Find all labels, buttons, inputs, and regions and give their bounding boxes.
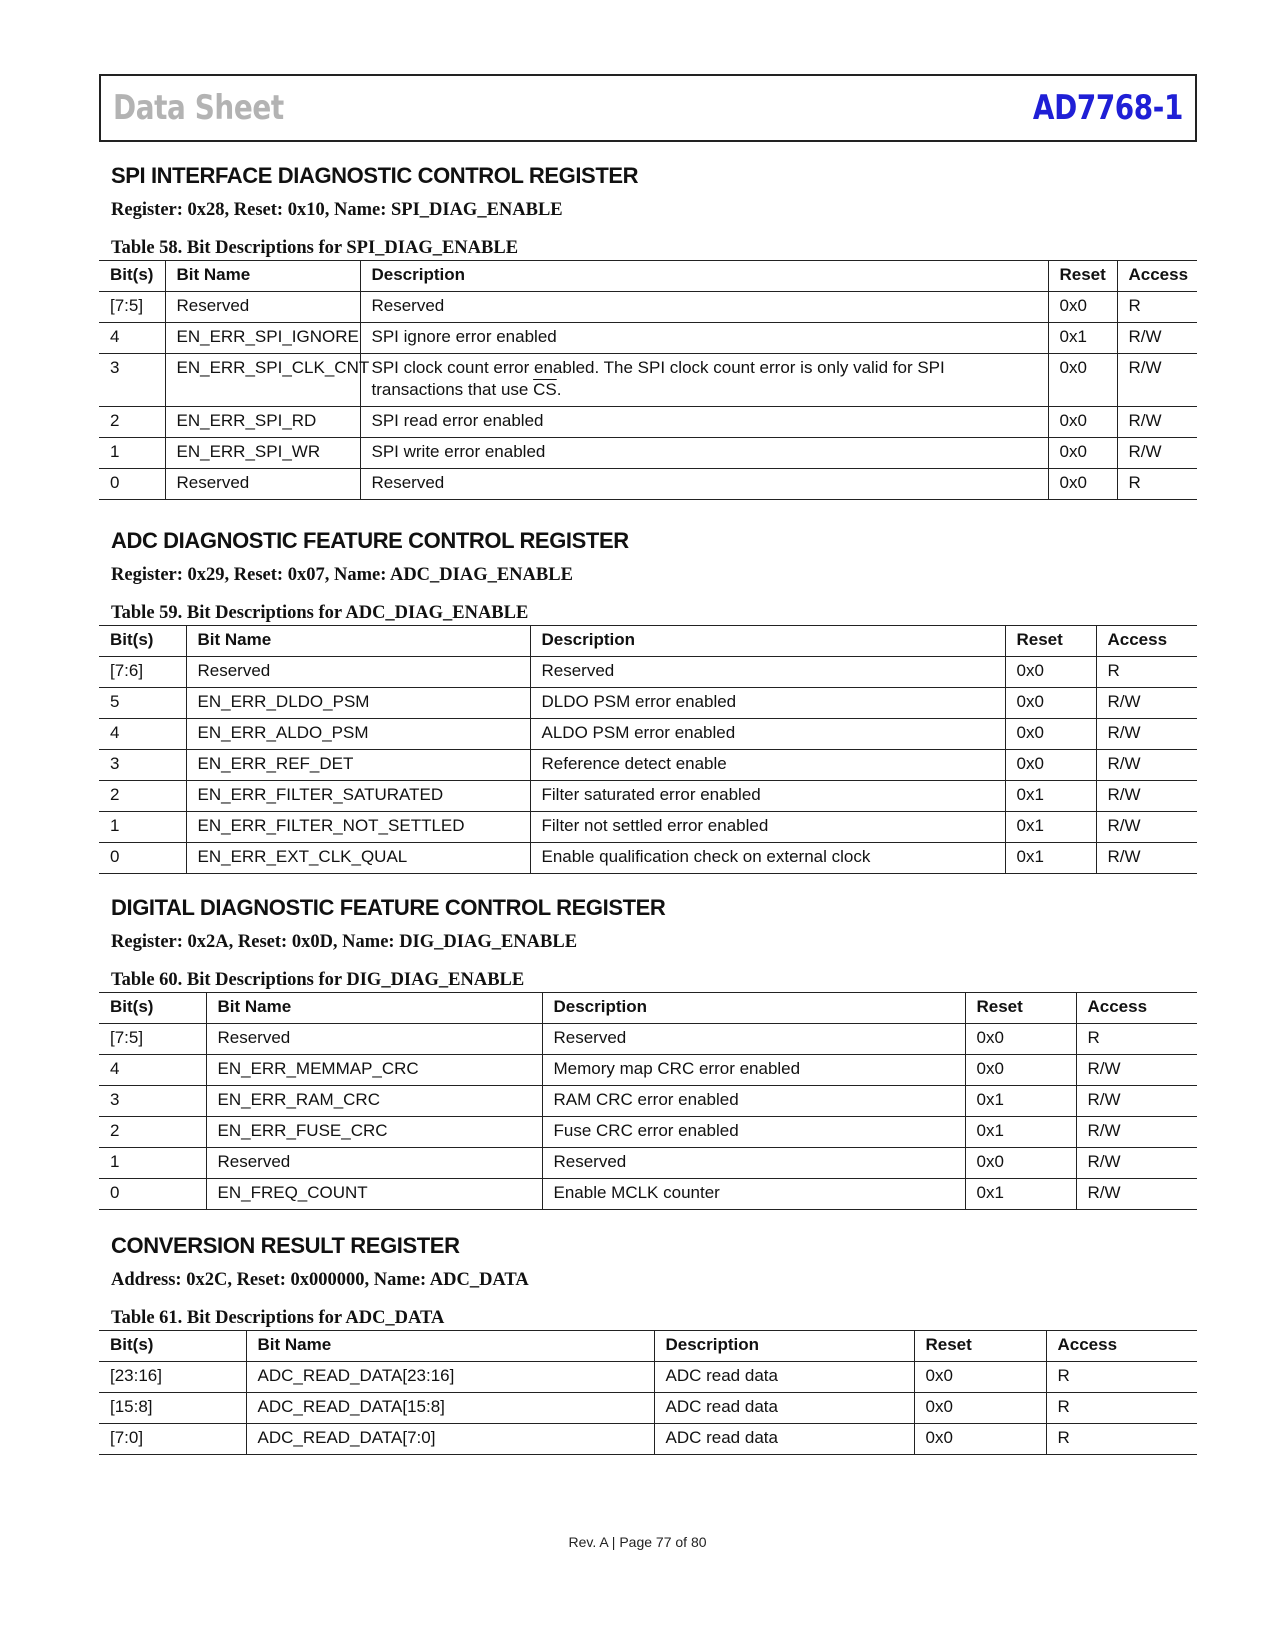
table-row [99,323,1197,354]
page-footer: Rev. A | Page 77 of 80 [568,1534,707,1550]
cell-reset: 0x0 [1005,719,1096,750]
col-header-description: Description [654,1331,914,1362]
cell-access: R/W [1096,719,1197,750]
description-line-end: . [556,380,562,399]
cell-bits: 0 [99,469,165,500]
bit-table [99,992,1197,1210]
cell-access: R/W [1117,323,1197,354]
cell-bit-name: EN_ERR_ALDO_PSM [186,719,530,750]
cell-bits: 1 [99,438,165,469]
cell-bits: 1 [99,812,186,843]
cell-access: R/W [1076,1179,1197,1210]
cell-description: ALDO PSM error enabled [530,719,1005,750]
cell-description: Memory map CRC error enabled [542,1055,965,1086]
cell-bit-name: EN_ERR_SPI_IGNORE [165,323,360,354]
cell-description: RAM CRC error enabled [542,1086,965,1117]
table-row [99,781,1197,812]
register-line: Address: 0x2C, Reset: 0x000000, Name: ADC_DATA [111,1270,529,1290]
section-title: SPI INTERFACE DIAGNOSTIC CONTROL REGISTER [111,163,639,188]
table-row [99,1024,1197,1055]
col-header-description: Description [542,993,965,1024]
cell-bit-name: ADC_READ_DATA[23:16] [246,1362,654,1393]
cell-reset: 0x0 [914,1424,1046,1455]
col-header-bit-name: Bit Name [165,261,360,292]
cell-access: R [1046,1393,1197,1424]
register-line: Register: 0x28, Reset: 0x10, Name: SPI_DIAG_ENABLE [111,200,563,220]
doc-type-label: Data Sheet [113,88,284,128]
col-header-reset: Reset [1005,626,1096,657]
cell-access: R/W [1076,1055,1197,1086]
col-header-reset: Reset [1048,261,1117,292]
description-line-1: SPI clock count error enabled. The SPI clock count error is only valid for SPI [371,358,945,377]
cell-access: R/W [1096,812,1197,843]
col-header-access: Access [1046,1331,1197,1362]
table-row [99,1086,1197,1117]
cell-bit-name: EN_ERR_MEMMAP_CRC [206,1055,542,1086]
table-row [99,1055,1197,1086]
cell-bits: [7:5] [99,1024,206,1055]
cell-bits: 3 [99,1086,206,1117]
table-header-row [99,1331,1197,1362]
col-header-description: Description [360,261,1048,292]
cell-bits: [23:16] [99,1362,246,1393]
col-header-bit-name: Bit Name [246,1331,654,1362]
cell-reset: 0x0 [1005,657,1096,688]
table-row [99,354,1197,407]
cell-bit-name: EN_ERR_FILTER_NOT_SETTLED [186,812,530,843]
cell-bit-name: EN_ERR_RAM_CRC [206,1086,542,1117]
cell-bits: 2 [99,407,165,438]
table-row [99,1362,1197,1393]
table-row [99,469,1197,500]
cell-bit-name: EN_ERR_SPI_RD [165,407,360,438]
table-row [99,292,1197,323]
col-header-bits: Bit(s) [99,993,206,1024]
cell-access: R/W [1076,1117,1197,1148]
cell-access: R/W [1117,438,1197,469]
cell-bit-name: Reserved [206,1024,542,1055]
cell-access: R [1046,1362,1197,1393]
cell-reset: 0x0 [965,1148,1076,1179]
cell-bits: [7:0] [99,1424,246,1455]
cell-bit-name: EN_ERR_FILTER_SATURATED [186,781,530,812]
description-line-2: transactions that use [371,380,534,399]
cell-bits: 5 [99,688,186,719]
cell-reset: 0x1 [965,1179,1076,1210]
cell-reset: 0x0 [965,1055,1076,1086]
cell-access: R [1076,1024,1197,1055]
bit-table [99,625,1197,874]
cell-bits: 4 [99,1055,206,1086]
cell-bit-name: ADC_READ_DATA[7:0] [246,1424,654,1455]
cell-description: Reference detect enable [530,750,1005,781]
cell-reset: 0x1 [965,1086,1076,1117]
table-header-row [99,261,1197,292]
table-row [99,657,1197,688]
section-title: CONVERSION RESULT REGISTER [111,1233,460,1258]
cell-reset: 0x0 [914,1362,1046,1393]
cell-bit-name: Reserved [165,292,360,323]
cell-access: R [1117,292,1197,323]
cell-bit-name: Reserved [186,657,530,688]
bit-table [99,260,1197,500]
col-header-bits: Bit(s) [99,261,165,292]
col-header-description: Description [530,626,1005,657]
col-header-bit-name: Bit Name [206,993,542,1024]
cell-bit-name: ADC_READ_DATA[15:8] [246,1393,654,1424]
cell-bits: 2 [99,781,186,812]
table-caption: Table 61. Bit Descriptions for ADC_DATA [111,1308,445,1328]
cell-reset: 0x0 [1048,469,1117,500]
section-adc-diag [99,527,1197,874]
cell-access: R/W [1096,843,1197,874]
cell-bit-name: EN_ERR_FUSE_CRC [206,1117,542,1148]
cell-access: R [1117,469,1197,500]
cs-signal-overbar: $\overline{CS}$ [533,380,557,399]
cell-reset: 0x1 [1005,781,1096,812]
table-row [99,1148,1197,1179]
cell-reset: 0x0 [1048,438,1117,469]
table-row [99,1393,1197,1424]
table-header-row [99,993,1197,1024]
table-row [99,750,1197,781]
col-header-bits: Bit(s) [99,626,186,657]
cell-bit-name: EN_ERR_EXT_CLK_QUAL [186,843,530,874]
cell-reset: 0x1 [1048,323,1117,354]
cell-bit-name: EN_FREQ_COUNT [206,1179,542,1210]
cell-bits: 4 [99,323,165,354]
cell-bits: 1 [99,1148,206,1179]
section-spi-diag [99,162,1197,500]
col-header-reset: Reset [965,993,1076,1024]
cell-bits: [15:8] [99,1393,246,1424]
cell-bit-name: EN_ERR_SPI_WR [165,438,360,469]
cell-description [360,354,1048,407]
cell-description: SPI write error enabled [360,438,1048,469]
cell-description: Fuse CRC error enabled [542,1117,965,1148]
cell-description: ADC read data [654,1362,914,1393]
cell-description: Enable qualification check on external clock [530,843,1005,874]
cell-reset: 0x0 [1005,750,1096,781]
cell-description: Enable MCLK counter [542,1179,965,1210]
cell-bits: 4 [99,719,186,750]
bit-table [99,1330,1197,1455]
cell-reset: 0x0 [1048,407,1117,438]
table-row [99,812,1197,843]
cell-reset: 0x1 [965,1117,1076,1148]
section-title: DIGITAL DIAGNOSTIC FEATURE CONTROL REGISTER [111,895,666,920]
cell-reset: 0x0 [1048,292,1117,323]
cell-description: ADC read data [654,1393,914,1424]
cell-bit-name: EN_ERR_SPI_CLK_CNT [165,354,360,407]
cell-reset: 0x1 [1005,812,1096,843]
part-number: AD7768-1 [1032,88,1183,128]
cell-bits: 3 [99,354,165,407]
cell-description: Filter saturated error enabled [530,781,1005,812]
cell-access: R/W [1117,407,1197,438]
table-caption: Table 59. Bit Descriptions for ADC_DIAG_ENABLE [111,603,529,623]
cell-reset: 0x1 [1005,843,1096,874]
cell-bit-name: Reserved [206,1148,542,1179]
section-conversion-result [99,1232,1197,1455]
cell-bit-name: Reserved [165,469,360,500]
cell-description: DLDO PSM error enabled [530,688,1005,719]
col-header-bits: Bit(s) [99,1331,246,1362]
table-row [99,438,1197,469]
register-line: Register: 0x29, Reset: 0x07, Name: ADC_DIAG_ENABLE [111,565,573,585]
cell-access: R/W [1076,1086,1197,1117]
page-header [99,74,1197,142]
cell-description: Reserved [360,469,1048,500]
table-row [99,1424,1197,1455]
cell-bits: 3 [99,750,186,781]
cell-description: ADC read data [654,1424,914,1455]
cell-description: Reserved [542,1148,965,1179]
cell-reset: 0x0 [1005,688,1096,719]
cell-reset: 0x0 [1048,354,1117,407]
section-dig-diag [99,894,1197,1210]
section-title: ADC DIAGNOSTIC FEATURE CONTROL REGISTER [111,528,629,553]
cell-description: Reserved [530,657,1005,688]
table-row [99,843,1197,874]
cell-bit-name: EN_ERR_REF_DET [186,750,530,781]
cell-reset: 0x0 [965,1024,1076,1055]
cell-description: SPI read error enabled [360,407,1048,438]
cell-access: R/W [1096,750,1197,781]
cell-access: R/W [1096,688,1197,719]
col-header-access: Access [1096,626,1197,657]
cell-access: R/W [1076,1148,1197,1179]
cell-bits: 0 [99,1179,206,1210]
cell-bits: [7:5] [99,292,165,323]
table-row [99,1179,1197,1210]
cell-bits: [7:6] [99,657,186,688]
cell-description: SPI ignore error enabled [360,323,1048,354]
cell-access: R/W [1117,354,1197,407]
cell-description: Reserved [360,292,1048,323]
table-row [99,688,1197,719]
col-header-reset: Reset [914,1331,1046,1362]
register-line: Register: 0x2A, Reset: 0x0D, Name: DIG_DIAG_ENABLE [111,932,578,952]
cell-access: R [1046,1424,1197,1455]
col-header-access: Access [1117,261,1197,292]
table-row [99,719,1197,750]
cell-description: Filter not settled error enabled [530,812,1005,843]
table-row [99,1117,1197,1148]
col-header-access: Access [1076,993,1197,1024]
table-header-row [99,626,1197,657]
cell-bit-name: EN_ERR_DLDO_PSM [186,688,530,719]
table-row [99,407,1197,438]
col-header-bit-name: Bit Name [186,626,530,657]
cell-bits: 0 [99,843,186,874]
cell-access: R/W [1096,781,1197,812]
cell-bits: 2 [99,1117,206,1148]
cell-reset: 0x0 [914,1393,1046,1424]
cell-description: Reserved [542,1024,965,1055]
cell-access: R [1096,657,1197,688]
table-caption: Table 58. Bit Descriptions for SPI_DIAG_ENABLE [111,238,519,258]
table-caption: Table 60. Bit Descriptions for DIG_DIAG_ENABLE [111,970,525,990]
